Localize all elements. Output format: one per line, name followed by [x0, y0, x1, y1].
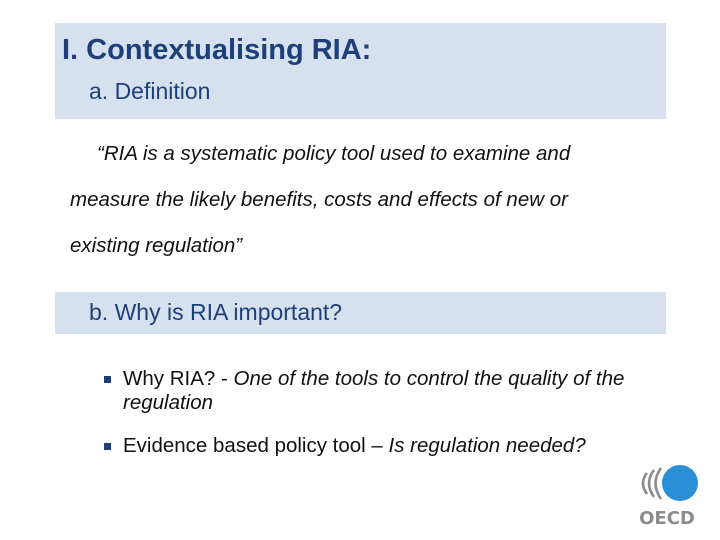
oecd-logo-text: OECD [639, 508, 695, 527]
definition-line-1: “RIA is a systematic policy tool used to examine and [97, 142, 571, 165]
bullet-text-italic: One of the tools to control the quality of the regulation [123, 367, 625, 414]
bullet-text-plain: Evidence based policy tool – [123, 434, 389, 457]
slide-title: I. Contextualising RIA: [62, 34, 372, 66]
square-bullet-icon [104, 443, 111, 450]
square-bullet-icon [104, 376, 111, 383]
definition-line-2: measure the likely benefits, costs and effects of new or [70, 188, 568, 211]
bullet-text-plain: Why RIA? - [123, 367, 234, 390]
oecd-logo-icon [634, 461, 700, 527]
bullet-item [104, 434, 679, 458]
oecd-logo-arc [656, 468, 662, 499]
oecd-logo-arc [643, 473, 647, 494]
definition-line-3: existing regulation” [70, 234, 243, 257]
section-subtitle-why: b. Why is RIA important? [89, 299, 343, 325]
definition-quote [70, 131, 670, 269]
oecd-logo-arc [649, 470, 654, 497]
bullet-text-italic: Is regulation needed? [388, 434, 586, 457]
section-subtitle-definition: a. Definition [89, 78, 211, 104]
bullet-item [104, 367, 679, 415]
bullet-list [104, 367, 679, 477]
oecd-logo-circle [662, 465, 698, 501]
